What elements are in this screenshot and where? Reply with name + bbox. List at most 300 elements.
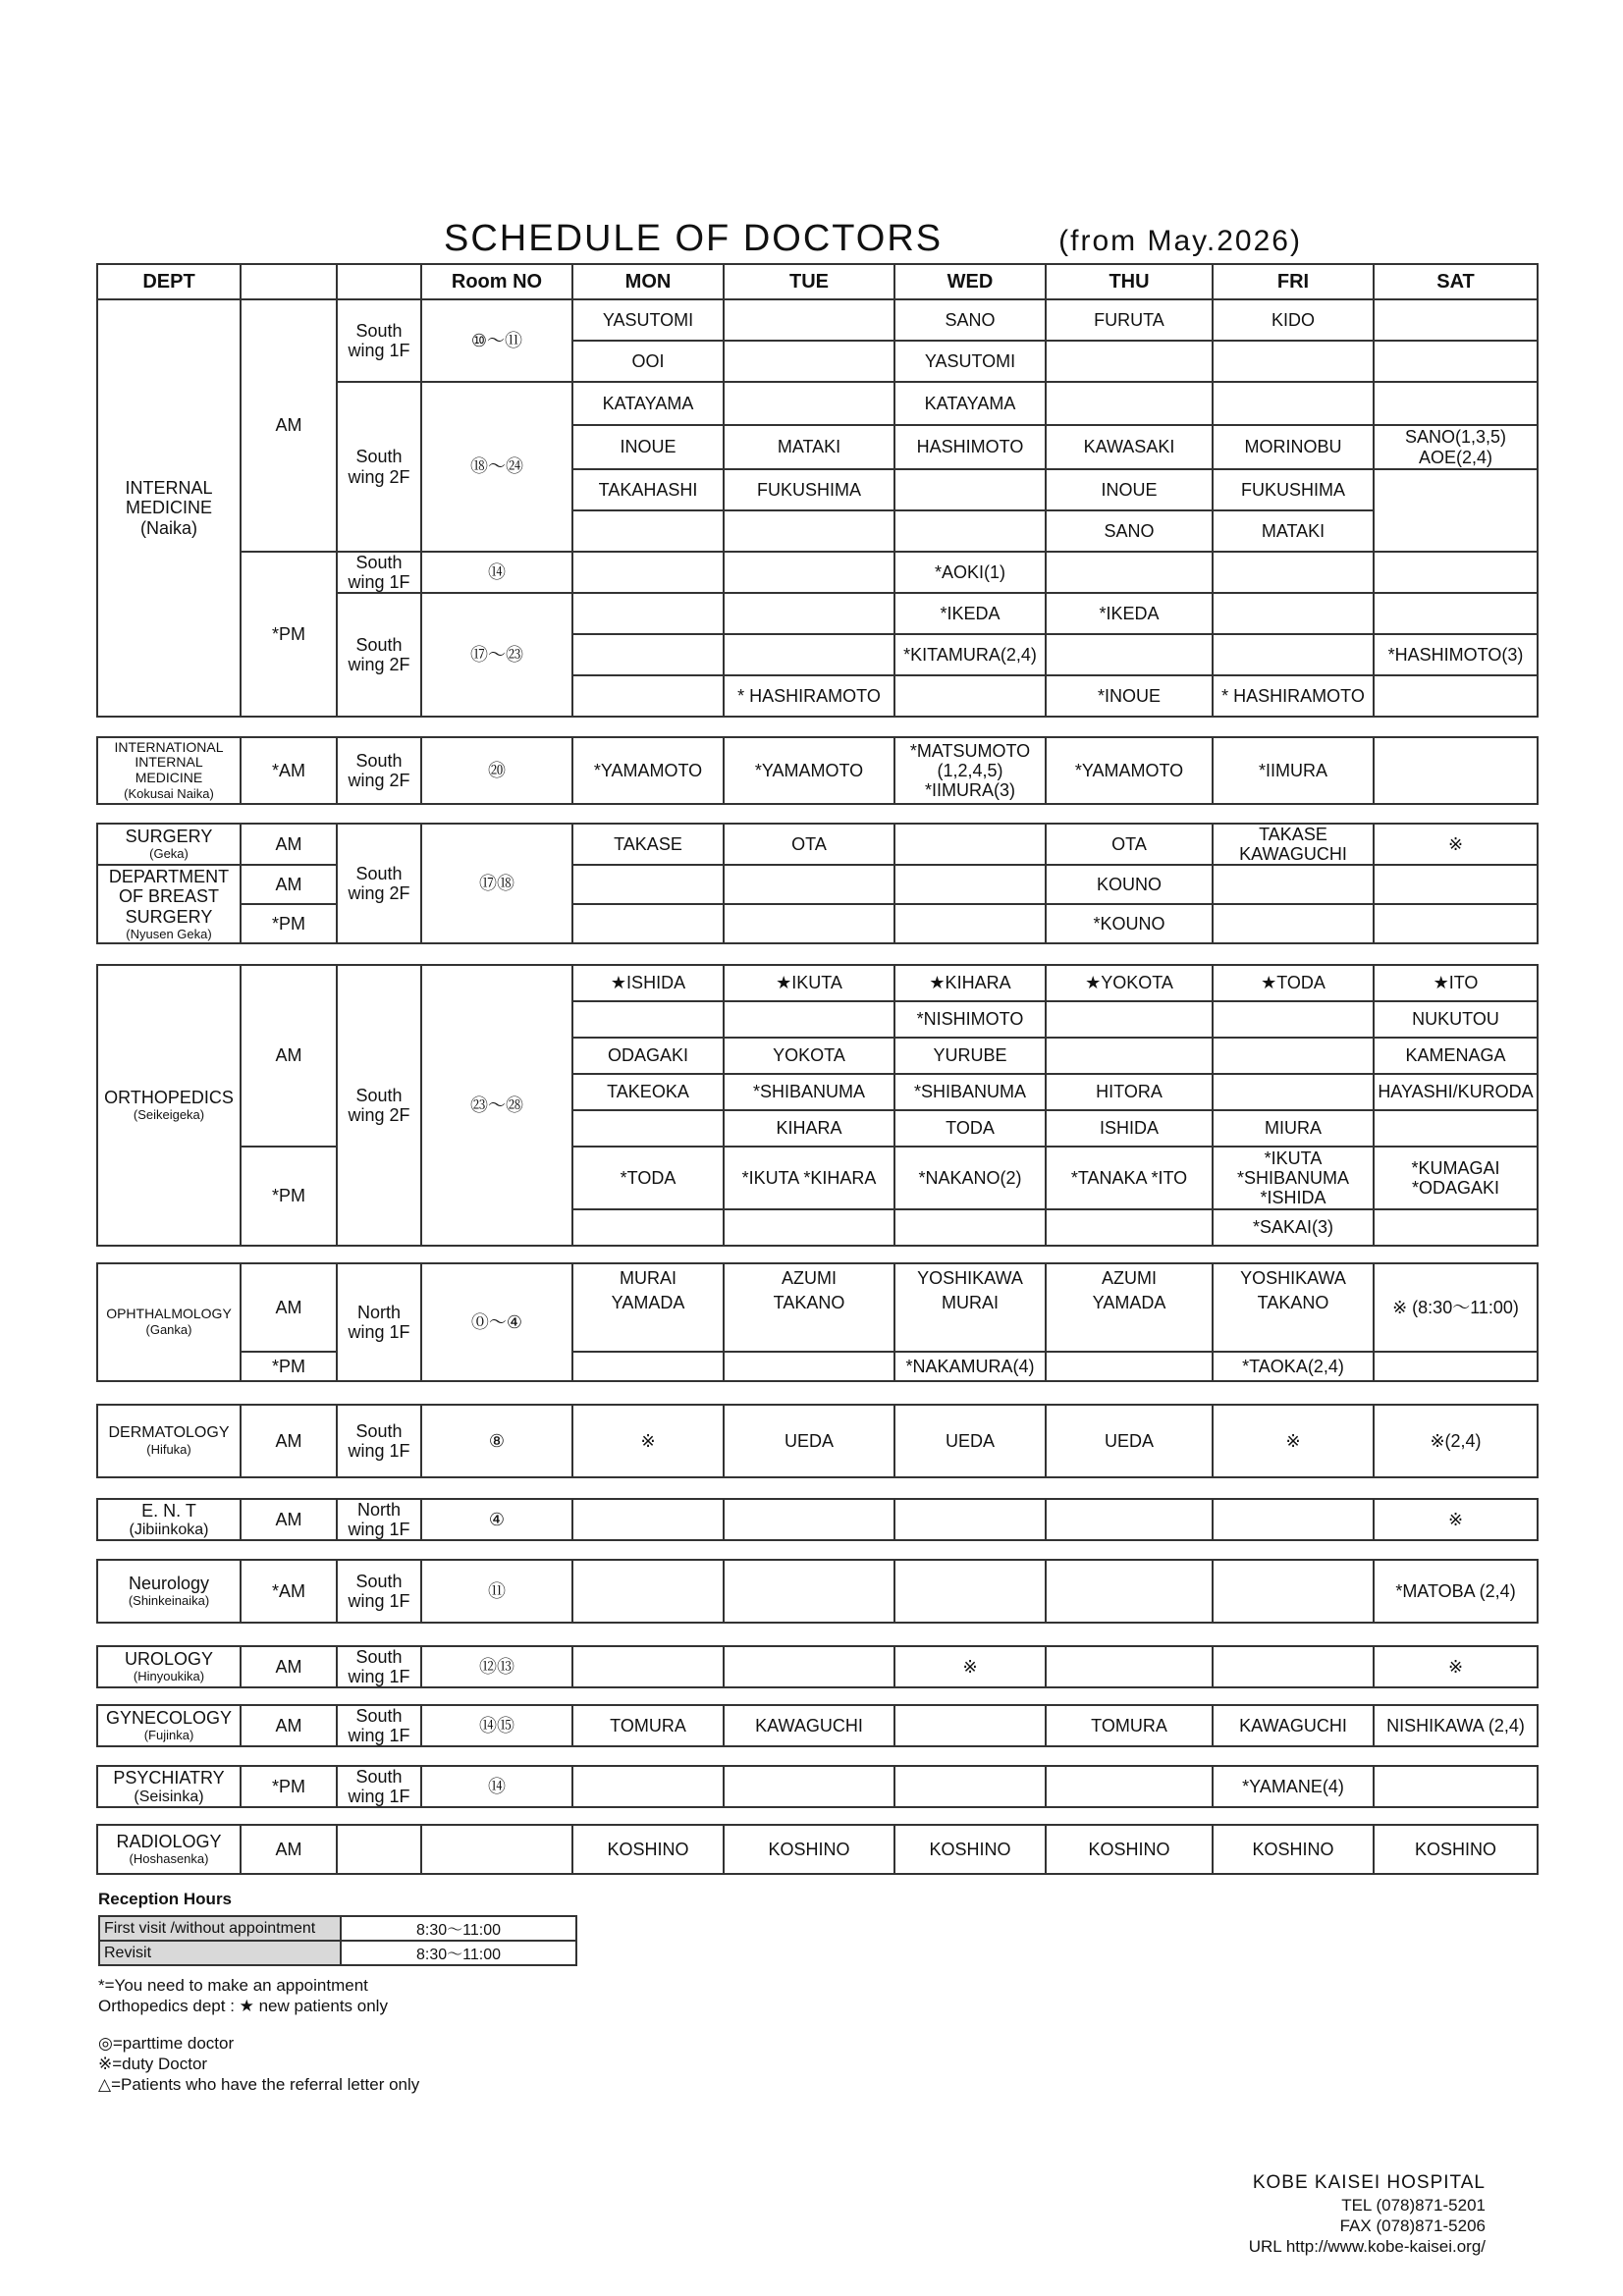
tue-cell <box>724 865 894 904</box>
time-pm: *PM <box>241 904 337 943</box>
room-cell: ⓪～④ <box>421 1263 572 1381</box>
wed-cell: YOSHIKAWA <box>894 1263 1046 1293</box>
mon-cell: ODAGAKI <box>572 1038 724 1074</box>
thu-cell: OTA <box>1046 824 1213 865</box>
sat-cell: ※ <box>1374 1646 1538 1687</box>
dept-name: GYNECOLOGY <box>105 1708 233 1729</box>
wed-cell: TODA <box>894 1110 1046 1147</box>
sat-cell: *HASHIMOTO(3) <box>1374 634 1538 675</box>
location-cell: South wing 2F <box>337 824 421 943</box>
dept-cell <box>97 1499 241 1540</box>
wed-cell <box>894 1766 1046 1807</box>
hospital-tel: TEL (078)871-5201 <box>1341 2195 1486 2215</box>
dept-cell <box>97 737 241 804</box>
dept-name: OPHTHALMOLOGY <box>106 1306 232 1322</box>
tue-cell: YOKOTA <box>724 1038 894 1074</box>
table-row <box>97 737 1538 804</box>
dept-name: PSYCHIATRY <box>113 1767 225 1788</box>
time-am: *AM <box>241 1560 337 1623</box>
thu-cell: UEDA <box>1046 1405 1213 1477</box>
tue-cell <box>724 1352 894 1381</box>
header-room: Room NO <box>421 264 572 299</box>
mon-cell <box>572 1499 724 1540</box>
sat-cell <box>1374 675 1538 717</box>
thu-cell <box>1046 1646 1213 1687</box>
location-cell: South wing 1F <box>337 1766 421 1807</box>
time-am: AM <box>241 824 337 865</box>
sat-cell: ※(2,4) <box>1374 1405 1538 1477</box>
wed-cell <box>894 865 1046 904</box>
wed-cell <box>894 1499 1046 1540</box>
time-am: AM <box>241 299 337 552</box>
wed-cell: *SHIBANUMA <box>894 1074 1046 1110</box>
location-cell: South wing 1F <box>337 299 421 382</box>
mon-cell: TAKASE <box>572 824 724 865</box>
time-pm: *PM <box>241 552 337 717</box>
table-row <box>97 1263 1538 1293</box>
tue-cell <box>724 1499 894 1540</box>
location-cell: South wing 2F <box>337 737 421 804</box>
ophthalmology-table <box>96 1262 1539 1382</box>
table-row <box>99 1941 576 1965</box>
wed-cell: *AOKI(1) <box>894 552 1046 593</box>
hospital-url: URL http://www.kobe-kaisei.org/ <box>1248 2237 1486 2257</box>
mon-cell <box>572 865 724 904</box>
note-appointment: *=You need to make an appointment <box>98 1976 368 1995</box>
fri-cell <box>1213 1001 1374 1038</box>
dept-name-jp: (Hoshasenka) <box>129 1851 209 1867</box>
time-am: AM <box>241 1499 337 1540</box>
table-row <box>97 1352 1538 1381</box>
fri-cell: ★TODA <box>1213 965 1374 1001</box>
dept-name-jp: (Geka) <box>149 846 189 862</box>
tue-cell: MATAKI <box>724 425 894 469</box>
table-row <box>97 1405 1538 1477</box>
thu-cell: *YAMAMOTO <box>1046 737 1213 804</box>
fri-cell: MORINOBU <box>1213 425 1374 469</box>
tue-cell: FUKUSHIMA <box>724 469 894 510</box>
wed-cell <box>894 824 1046 865</box>
tue-cell: UEDA <box>724 1405 894 1477</box>
fri-cell <box>1213 341 1374 382</box>
fri-cell: * HASHIRAMOTO <box>1213 675 1374 717</box>
table-row <box>97 1646 1538 1687</box>
mon-cell <box>572 1766 724 1807</box>
sat-cell <box>1374 382 1538 425</box>
room-cell: ⑰～㉓ <box>421 593 572 717</box>
wed-cell <box>894 1560 1046 1623</box>
dept-name: ORTHOPEDICS <box>104 1088 234 1108</box>
dept-name: INTERNATIONAL INTERNAL MEDICINE <box>114 738 224 786</box>
table-row <box>97 299 1538 341</box>
fri-cell <box>1213 1038 1374 1074</box>
time-am: AM <box>241 1263 337 1352</box>
header-sat: SAT <box>1374 264 1538 299</box>
mon-cell: *TODA <box>572 1147 724 1209</box>
mon-cell <box>572 1560 724 1623</box>
reception-title: Reception Hours <box>98 1890 233 1908</box>
fri-cell: FUKUSHIMA <box>1213 469 1374 510</box>
mon-cell <box>572 1209 724 1246</box>
wed-cell: MURAI <box>894 1293 1046 1352</box>
mon-cell <box>572 675 724 717</box>
surgery-table <box>96 823 1539 944</box>
note-orthopedics: Orthopedics dept : ★ new patients only <box>98 1997 388 2016</box>
mon-cell <box>572 634 724 675</box>
header-fri: FRI <box>1213 264 1374 299</box>
dept-name: E. N. T <box>141 1500 196 1521</box>
wed-cell: SANO <box>894 299 1046 341</box>
fri-cell: TAKANO <box>1213 1293 1374 1352</box>
radiology-table <box>96 1824 1539 1875</box>
dept-name-jp: (Naika) <box>139 518 197 539</box>
dept-name-jp: (Ganka) <box>145 1322 192 1338</box>
thu-cell <box>1046 552 1213 593</box>
dept-name: UROLOGY <box>124 1649 214 1670</box>
thu-cell <box>1046 382 1213 425</box>
tue-cell: ★IKUTA <box>724 965 894 1001</box>
mon-cell: ※ <box>572 1405 724 1477</box>
tue-cell <box>724 552 894 593</box>
thu-cell: *INOUE <box>1046 675 1213 717</box>
sat-cell: HAYASHI/KURODA <box>1374 1074 1538 1110</box>
thu-cell: HITORA <box>1046 1074 1213 1110</box>
thu-cell: KOSHINO <box>1046 1825 1213 1874</box>
mon-cell: TAKAHASHI <box>572 469 724 510</box>
table-row <box>97 904 1538 943</box>
room-cell: ㉓～㉘ <box>421 965 572 1246</box>
thu-cell <box>1046 634 1213 675</box>
sat-cell: KOSHINO <box>1374 1825 1538 1874</box>
neurology-table <box>96 1559 1539 1624</box>
header-wed: WED <box>894 264 1046 299</box>
note-duty: ※=duty Doctor <box>98 2054 208 2073</box>
wed-cell <box>894 1705 1046 1746</box>
dept-cell <box>97 1766 241 1807</box>
room-cell: ⑫⑬ <box>421 1646 572 1687</box>
dept-cell <box>97 1263 241 1381</box>
dept-cell <box>97 1646 241 1687</box>
mon-cell <box>572 1646 724 1687</box>
fri-cell: *SAKAI(3) <box>1213 1209 1374 1246</box>
table-row <box>97 1825 1538 1874</box>
wed-cell: ※ <box>894 1646 1046 1687</box>
mon-cell: MURAI <box>572 1263 724 1293</box>
room-cell: ⑧ <box>421 1405 572 1477</box>
sat-cell <box>1374 737 1538 804</box>
thu-cell <box>1046 1038 1213 1074</box>
fri-cell: *IKUTA *SHIBANUMA *ISHIDA <box>1213 1147 1374 1209</box>
location-cell: South wing 1F <box>337 1560 421 1623</box>
header-time <box>241 264 337 299</box>
sat-cell: NUKUTOU <box>1374 1001 1538 1038</box>
fri-cell <box>1213 382 1374 425</box>
tue-cell <box>724 1646 894 1687</box>
time-am: *AM <box>241 737 337 804</box>
title-period: (from May.2026) <box>1058 225 1302 257</box>
hospital-contact <box>1249 2171 1486 2258</box>
mon-cell: KOSHINO <box>572 1825 724 1874</box>
wed-cell: KOSHINO <box>894 1825 1046 1874</box>
time-am: AM <box>241 1825 337 1874</box>
thu-cell: TOMURA <box>1046 1705 1213 1746</box>
first-visit-time: 8:30～11:00 <box>341 1916 576 1941</box>
sat-cell <box>1374 1209 1538 1246</box>
dept-name-jp: (Seisinka) <box>134 1788 204 1805</box>
thu-cell: YAMADA <box>1046 1293 1213 1352</box>
dept-name-jp: (Hinyoukika) <box>133 1669 205 1684</box>
tue-cell: KIHARA <box>724 1110 894 1147</box>
thu-cell: *TANAKA *ITO <box>1046 1147 1213 1209</box>
sat-cell <box>1374 1352 1538 1381</box>
location-cell: South wing 2F <box>337 382 421 552</box>
wed-cell: *NAKANO(2) <box>894 1147 1046 1209</box>
tue-cell: *SHIBANUMA <box>724 1074 894 1110</box>
gynecology-table <box>96 1704 1539 1747</box>
fri-cell <box>1213 904 1374 943</box>
sat-cell <box>1374 469 1538 552</box>
location-cell: South wing 2F <box>337 593 421 717</box>
tue-cell: OTA <box>724 824 894 865</box>
dept-name: DERMATOLOGY <box>108 1424 230 1442</box>
fri-cell: MIURA <box>1213 1110 1374 1147</box>
room-cell: ⑭⑮ <box>421 1705 572 1746</box>
thu-cell: INOUE <box>1046 469 1213 510</box>
time-pm: *PM <box>241 1352 337 1381</box>
wed-cell: *NAKAMURA(4) <box>894 1352 1046 1381</box>
wed-cell: *MATSUMOTO (1,2,4,5) *IIMURA(3) <box>894 737 1046 804</box>
time-am: AM <box>241 1405 337 1477</box>
header-dept: DEPT <box>97 264 241 299</box>
dept-name: DEPARTMENT OF BREAST SURGERY <box>108 867 230 927</box>
revisit-label: Revisit <box>99 1941 341 1965</box>
tue-cell <box>724 904 894 943</box>
fri-cell: TAKASE KAWAGUCHI <box>1213 824 1374 865</box>
sat-cell <box>1374 341 1538 382</box>
header-mon: MON <box>572 264 724 299</box>
table-row <box>97 552 1538 593</box>
dept-cell-breast-surgery <box>97 865 241 943</box>
note-parttime: ◎=parttime doctor <box>98 2033 235 2053</box>
tue-cell: *YAMAMOTO <box>724 737 894 804</box>
thu-cell: AZUMI <box>1046 1263 1213 1293</box>
sat-cell <box>1374 1110 1538 1147</box>
time-am: AM <box>241 1705 337 1746</box>
location-cell: South wing 2F <box>337 965 421 1246</box>
dept-name: INTERNAL MEDICINE <box>125 477 213 518</box>
dept-name-jp: (Shinkeinaika) <box>128 1593 210 1609</box>
revisit-time: 8:30～11:00 <box>341 1941 576 1965</box>
header-row <box>97 264 1538 299</box>
reception-hours <box>98 1890 577 1966</box>
sat-cell: ※ (8:30～11:00) <box>1374 1263 1538 1352</box>
mon-cell: OOI <box>572 341 724 382</box>
thu-cell: ★YOKOTA <box>1046 965 1213 1001</box>
thu-cell <box>1046 1766 1213 1807</box>
time-pm: *PM <box>241 1766 337 1807</box>
header-tue: TUE <box>724 264 894 299</box>
fri-cell: YOSHIKAWA <box>1213 1263 1374 1293</box>
thu-cell: *IKEDA <box>1046 593 1213 634</box>
note-referral: △=Patients who have the referral letter only <box>98 2075 420 2094</box>
table-row <box>97 824 1538 865</box>
room-cell: ⑰⑱ <box>421 824 572 943</box>
legend-notes <box>98 1975 419 2095</box>
room-cell: ⑭ <box>421 1766 572 1807</box>
tue-cell <box>724 1209 894 1246</box>
location-cell: South wing 1F <box>337 552 421 593</box>
urology-table <box>96 1645 1539 1688</box>
mon-cell <box>572 552 724 593</box>
wed-cell <box>894 675 1046 717</box>
fri-cell: KAWAGUCHI <box>1213 1705 1374 1746</box>
fri-cell <box>1213 593 1374 634</box>
wed-cell: *KITAMURA(2,4) <box>894 634 1046 675</box>
tue-cell: TAKANO <box>724 1293 894 1352</box>
time-am: AM <box>241 965 337 1147</box>
dept-cell-surgery <box>97 824 241 865</box>
tue-cell: *IKUTA *KIHARA <box>724 1147 894 1209</box>
sat-cell <box>1374 1766 1538 1807</box>
table-row <box>97 1766 1538 1807</box>
hospital-name: KOBE KAISEI HOSPITAL <box>1252 2172 1486 2193</box>
dept-cell <box>97 1705 241 1746</box>
fri-cell: KOSHINO <box>1213 1825 1374 1874</box>
mon-cell: *YAMAMOTO <box>572 737 724 804</box>
mon-cell <box>572 904 724 943</box>
time-am: AM <box>241 1646 337 1687</box>
dept-name-jp: (Jibiinkoka) <box>129 1521 209 1538</box>
fri-cell <box>1213 1646 1374 1687</box>
fri-cell <box>1213 634 1374 675</box>
fri-cell <box>1213 865 1374 904</box>
fri-cell: MATAKI <box>1213 510 1374 552</box>
tue-cell: KOSHINO <box>724 1825 894 1874</box>
location-cell: North wing 1F <box>337 1499 421 1540</box>
mon-cell <box>572 1352 724 1381</box>
table-row <box>97 1147 1538 1209</box>
dept-cell <box>97 299 241 717</box>
fri-cell <box>1213 552 1374 593</box>
wed-cell <box>894 469 1046 510</box>
fri-cell: ※ <box>1213 1405 1374 1477</box>
fri-cell <box>1213 1560 1374 1623</box>
tue-cell <box>724 593 894 634</box>
page-title <box>444 218 1302 260</box>
fri-cell: *TAOKA(2,4) <box>1213 1352 1374 1381</box>
tue-cell <box>724 1001 894 1038</box>
dept-cell <box>97 1825 241 1874</box>
hospital-fax: FAX (078)871-5206 <box>1339 2216 1486 2235</box>
wed-cell <box>894 1209 1046 1246</box>
sat-cell: ※ <box>1374 824 1538 865</box>
mon-cell <box>572 510 724 552</box>
thu-cell: KOUNO <box>1046 865 1213 904</box>
dept-cell <box>97 1560 241 1623</box>
thu-cell <box>1046 1209 1213 1246</box>
location-cell <box>337 1825 421 1874</box>
sat-cell <box>1374 299 1538 341</box>
first-visit-label: First visit /without appointment <box>99 1916 341 1941</box>
table-row <box>97 865 1538 904</box>
sat-cell: SANO(1,3,5) AOE(2,4) <box>1374 425 1538 469</box>
tue-cell <box>724 510 894 552</box>
tue-cell: * HASHIRAMOTO <box>724 675 894 717</box>
wed-cell: YURUBE <box>894 1038 1046 1074</box>
tue-cell <box>724 1560 894 1623</box>
sat-cell <box>1374 865 1538 904</box>
dept-name: RADIOLOGY <box>116 1832 222 1852</box>
location-cell: South wing 1F <box>337 1705 421 1746</box>
sat-cell <box>1374 552 1538 593</box>
mon-cell: ★ISHIDA <box>572 965 724 1001</box>
fri-cell: *YAMANE(4) <box>1213 1766 1374 1807</box>
wed-cell: *IKEDA <box>894 593 1046 634</box>
room-cell: ⑱～㉔ <box>421 382 572 552</box>
sat-cell: NISHIKAWA (2,4) <box>1374 1705 1538 1746</box>
mon-cell: INOUE <box>572 425 724 469</box>
ent-table <box>96 1498 1539 1541</box>
dept-name-jp: (Fujinka) <box>143 1728 194 1743</box>
table-row <box>97 965 1538 1001</box>
dept-name: Neurology <box>128 1574 210 1594</box>
sat-cell: ※ <box>1374 1499 1538 1540</box>
dept-name-jp: (Hifuka) <box>146 1442 191 1458</box>
orthopedics-table <box>96 964 1539 1247</box>
thu-cell <box>1046 341 1213 382</box>
sat-cell <box>1374 904 1538 943</box>
thu-cell <box>1046 1352 1213 1381</box>
dept-cell <box>97 965 241 1246</box>
wed-cell: YASUTOMI <box>894 341 1046 382</box>
header-location <box>337 264 421 299</box>
table-row <box>97 1560 1538 1623</box>
header-thu: THU <box>1046 264 1213 299</box>
wed-cell <box>894 510 1046 552</box>
location-cell: North wing 1F <box>337 1263 421 1381</box>
psychiatry-table <box>96 1765 1539 1808</box>
wed-cell: KATAYAMA <box>894 382 1046 425</box>
thu-cell: FURUTA <box>1046 299 1213 341</box>
room-cell <box>421 1825 572 1874</box>
dept-name-jp: (Nyusen Geka) <box>126 926 212 941</box>
sat-cell: ★ITO <box>1374 965 1538 1001</box>
table-row <box>97 1705 1538 1746</box>
dept-name: SURGERY <box>125 827 213 847</box>
internal-medicine-table <box>96 263 1539 718</box>
mon-cell <box>572 1110 724 1147</box>
room-cell: ⑭ <box>421 552 572 593</box>
sat-cell: *MATOBA (2,4) <box>1374 1560 1538 1623</box>
dept-name-jp: (Seikeigeka) <box>133 1107 205 1123</box>
sat-cell <box>1374 593 1538 634</box>
tue-cell <box>724 1766 894 1807</box>
tue-cell: AZUMI <box>724 1263 894 1293</box>
time-am: AM <box>241 865 337 904</box>
mon-cell: TAKEOKA <box>572 1074 724 1110</box>
wed-cell <box>894 904 1046 943</box>
tue-cell <box>724 299 894 341</box>
fri-cell <box>1213 1074 1374 1110</box>
mon-cell <box>572 593 724 634</box>
mon-cell: KATAYAMA <box>572 382 724 425</box>
time-pm: *PM <box>241 1147 337 1246</box>
mon-cell: TOMURA <box>572 1705 724 1746</box>
fri-cell <box>1213 1499 1374 1540</box>
room-cell: ⑪ <box>421 1560 572 1623</box>
thu-cell: *KOUNO <box>1046 904 1213 943</box>
location-cell: South wing 1F <box>337 1405 421 1477</box>
